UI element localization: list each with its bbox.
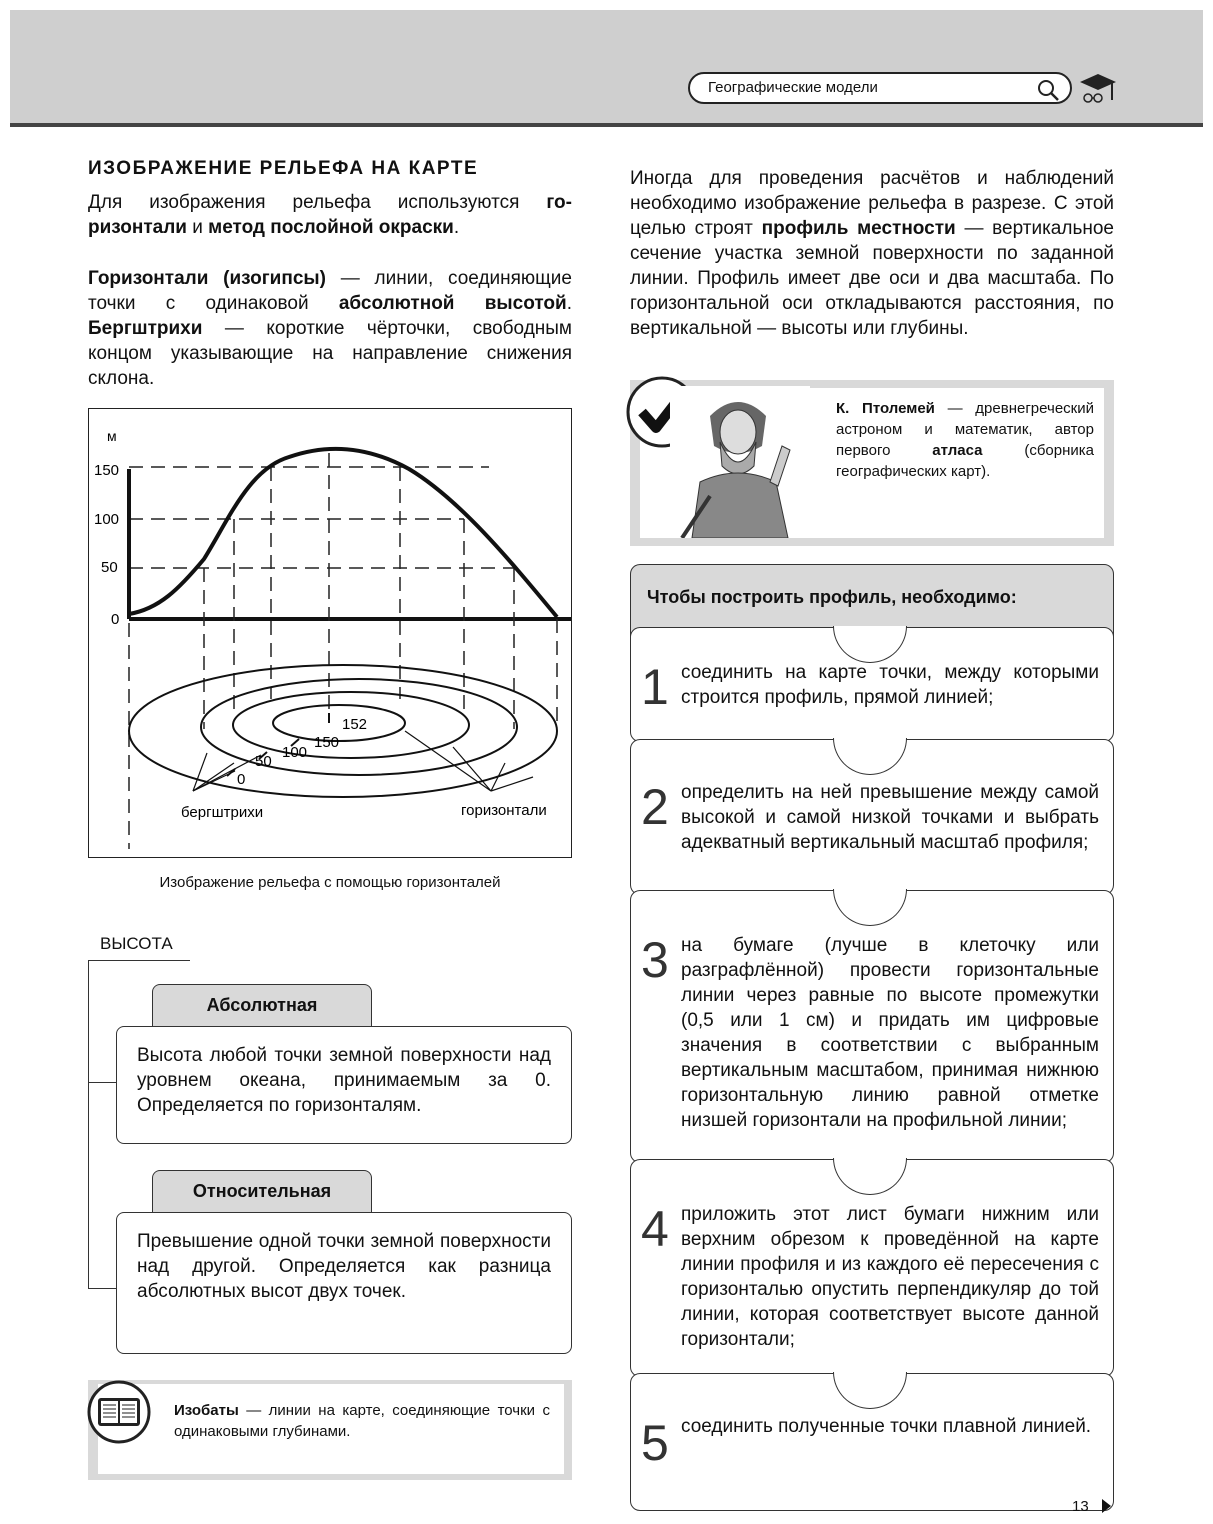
relative-height-box: Превышение одной точки земной поверхности над другой. Определяется как разница абсолютных высот двух точек. bbox=[116, 1212, 572, 1354]
step-text: на бумаге (лучше в клеточку или разграфлённой) провести горизонтальные линии через равные по высоте промежутки (0,5 или 1 см) и придать им цифровые значения в соответствии с выбранным вертикальным масштабом, принимая нижнюю горизонтальную линию равной отметке низшей горизонтали на профильной линии; bbox=[681, 935, 1099, 1131]
profile-paragraph: Иногда для проведения расчётов и наблюдений необходимо изображение рельефа в разрезе. С этой целью строят профиль местности — вертикальное сечение участка земной поверхности по заданной линии. Профиль имеет две оси и два масштаба. По горизонтальной оси откладываются расстояния, по вертикальной — высоты или глубины. bbox=[630, 168, 1114, 339]
bracket-tick-absolute bbox=[88, 1082, 118, 1083]
contour-label-100: 100 bbox=[282, 744, 308, 761]
section-heading: ИЗОБРАЖЕНИЕ РЕЛЬЕФА НА КАРТЕ bbox=[88, 158, 479, 179]
step-number: 3 bbox=[641, 932, 669, 988]
step-text: соединить полученные точки плавной линией. bbox=[681, 1416, 1092, 1437]
y-tick-label: 50 bbox=[101, 559, 118, 576]
contour-label-50: 50 bbox=[255, 753, 272, 770]
relative-height-tab: Относительная bbox=[152, 1170, 372, 1214]
step-3 bbox=[630, 890, 1114, 1163]
gorizontali-label: горизонтали bbox=[461, 802, 547, 819]
profile-curve bbox=[129, 449, 557, 617]
step-notch bbox=[833, 738, 907, 775]
ptolemy-note: К. Птолемей — древнегреческий астроном и математик, автор первого атласа (сборника географических карт). bbox=[836, 400, 1094, 480]
step-notch bbox=[833, 1158, 907, 1195]
graduation-cap-icon bbox=[1078, 70, 1118, 106]
page-number: 13 bbox=[1072, 1498, 1089, 1515]
steps-title: Чтобы построить профиль, необходимо: bbox=[647, 587, 1017, 607]
step-5 bbox=[630, 1373, 1114, 1511]
bracket-tick-relative bbox=[88, 1288, 118, 1289]
step-number: 2 bbox=[641, 779, 669, 835]
relief-figure bbox=[88, 408, 572, 858]
step-number: 1 bbox=[641, 659, 669, 715]
y-unit-label: м bbox=[107, 428, 117, 444]
contour-definition: Горизонтали (изогипсы) — линии, соединяющие точки с одинаковой абсолютной высотой. Бергштрихи — короткие чёрточки, свободным концом указывающие на направление снижения склона. bbox=[88, 268, 572, 389]
step-number: 4 bbox=[641, 1201, 669, 1257]
bergstrichi-label: бергштрихи bbox=[181, 804, 264, 821]
height-underline bbox=[88, 960, 190, 961]
absolute-height-box: Высота любой точки земной поверхности над уровнем океана, принимаемым за 0. Определяется по горизонталям. bbox=[116, 1026, 572, 1144]
figure-caption: Изображение рельефа с помощью горизонталей bbox=[159, 874, 501, 891]
header-bar bbox=[10, 10, 1203, 127]
step-1 bbox=[630, 627, 1114, 742]
book-icon bbox=[84, 1380, 154, 1444]
step-text: приложить этот лист бумаги нижним или верхним обрезом к проведённой на карте линии профиля и из каждого её пересечения с горизонталью опустить перпендикуляр до той линии, которая соответствует высоте данной горизонтали; bbox=[681, 1204, 1099, 1350]
intro-paragraph: Для изображения рельефа используются го-ризонтали и метод послойной окраски. bbox=[88, 192, 572, 238]
y-tick-label: 150 bbox=[94, 462, 120, 479]
step-2 bbox=[630, 739, 1114, 895]
height-bracket bbox=[88, 960, 89, 1288]
bergstrichi-pointers bbox=[193, 753, 261, 791]
step-notch bbox=[833, 1372, 907, 1409]
step-notch bbox=[833, 889, 907, 926]
section-title: Географические модели bbox=[708, 79, 878, 96]
y-tick-label: 0 bbox=[111, 611, 120, 628]
contour-label-0: 0 bbox=[237, 771, 246, 788]
absolute-height-tab: Абсолютная bbox=[152, 984, 372, 1028]
magnifier-icon bbox=[1036, 78, 1060, 102]
next-page-arrow-icon bbox=[1100, 1498, 1112, 1514]
step-notch bbox=[833, 626, 907, 663]
contour-label-152: 152 bbox=[342, 716, 368, 733]
y-tick-label: 100 bbox=[94, 511, 120, 528]
relief-figure-svg bbox=[89, 409, 571, 857]
ptolemy-portrait bbox=[670, 386, 810, 538]
step-number: 5 bbox=[641, 1415, 669, 1471]
height-label: ВЫСОТА bbox=[100, 934, 173, 953]
step-text: соединить на карте точки, между которыми строится профиль, прямой линией; bbox=[681, 662, 1099, 708]
step-4 bbox=[630, 1159, 1114, 1377]
contour-label-150: 150 bbox=[314, 734, 340, 751]
section-tab bbox=[688, 72, 1072, 104]
isobaths-definition: Изобаты — линии на карте, соединяющие точки с одинаковыми глубинами. bbox=[174, 1402, 550, 1440]
step-text: определить на ней превышение между самой высокой и самой низкой точками и выбрать адекватный вертикальный масштаб профиля; bbox=[681, 782, 1099, 853]
